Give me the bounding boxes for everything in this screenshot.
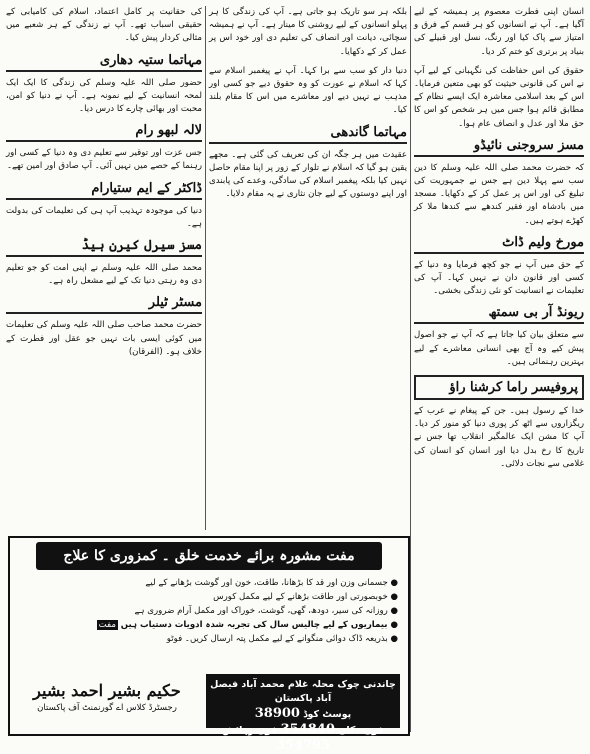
article-paragraph: عقیدت میں ہر جگہ ان کی تعریف کی گئی ہے۔ مجھے یقین ہو گیا کہ اسلام نے تلوار کے زور پر اپنا مقام حاصل نہیں کیا بلکہ پیغمبر اسلام کی سادگی، وعدے کی پابندی اور اپنے دوستوں کے لیے جان نثاری نے یہ مقام دلایا۔: [209, 149, 407, 200]
section-heading: مسٹر ٹیلر: [6, 294, 202, 314]
section-heading: مہاتما ستیہ دھاری: [6, 52, 202, 72]
phone-label: فون دکان: [338, 725, 384, 736]
section-heading: مہاتما گاندھی: [209, 124, 407, 144]
ad-line: ● بذریعہ ڈاک دوائی منگوانے کے لیے مکمل پتہ ارسال کریں۔ فوٹو: [166, 634, 398, 644]
article-paragraph: کی حقانیت پر کامل اعتماد، اسلام کی کامیابی کے حقیقی اسباب تھے۔ آپ نے زندگی کے ہر شعبے میں مثالی کردار پیش کیا۔: [6, 7, 202, 44]
postcode: 38900: [254, 706, 300, 721]
ad-line: ● جسمانی وزن اور قد کا بڑھانا، طاقت، خون اور گوشت بڑھانے کے لیے: [145, 578, 398, 588]
article-paragraph: حضرت محمد صاحب صلی اللہ علیہ وسلم کی تعلیمات میں کوئی ایسی بات نہیں جو عقل اور فطرت کے خلاف ہو۔ (الفرقان): [6, 320, 202, 357]
article-paragraph: دنیا کی موجودہ تہذیب آپ ہی کی تعلیمات کی بدولت ہے۔: [6, 205, 202, 229]
advertisement-box: [8, 536, 410, 753]
article-paragraph: دنیا دار کو سب سے برا کہا۔ آپ نے پیغمبر اسلام سے کہا کہ اسلام نے عورت کو وہ حقوق دیے جو کسی اور مذہب نے نہیں دیے اور معاشرے میں اس کا مقام بلند کیا۔: [209, 65, 407, 116]
column-left: [6, 6, 202, 365]
section-heading: ڈاکٹر کے ایم ستیارام: [6, 180, 202, 200]
clinic-address: چاندنی چوک محلہ غلام محمد آباد فیصل آباد پاکستان: [210, 679, 396, 704]
article-paragraph: بلکہ ہر سو تاریک ہو جاتی ہے۔ آپ کی زندگی کا ہر پہلو انسانوں کے لیے روشنی کا مینار ہے۔ آپ نے ہمیشہ سچائی، دیانت اور انصاف کی تعلیم دی اور خود اس پر عمل کر کے دکھایا۔: [209, 7, 407, 57]
free-badge: مفت: [98, 620, 116, 630]
article-paragraph: سے متعلق بیان کیا جاتا ہے کہ آپ نے جو اصول پیش کیے وہ آج بھی انسانی معاشرے کے لیے بہترین رہنمائی ہیں۔: [414, 330, 584, 367]
article-paragraph: کہ حضرت محمد صلی اللہ علیہ وسلم کا دین سب سے پہلا دین ہے جس نے جمہوریت کی تبلیغ کی اور اس پر عمل کر کے دکھایا۔ مسجد میں بادشاہ اور فقیر کندھے سے کندھا ملا کر کھڑے ہوتے ہیں۔: [414, 162, 584, 226]
article-paragraph: کے حق میں آپ نے جو کچھ فرمایا وہ دنیا کے کسی اور قانون دان نے نہیں کہا۔ آپ کی تعلیمات نے انسانیت کو نئی زندگی بخشی۔: [414, 259, 584, 297]
phone-line: [206, 722, 400, 754]
postcode-line: [206, 706, 400, 722]
ad-line: ● بیماریوں کے لیے چالیس سال کی تجربہ شدہ ادویات دستیاب ہیں مفت: [98, 620, 398, 630]
ad-line: ● خوبصورتی اور طاقت بڑھانے کے لیے مکمل کورس: [213, 592, 398, 602]
column-middle: [209, 6, 407, 207]
column-right: [414, 6, 584, 477]
ad-line: ● روزانہ کی سیر، دودھ، گھی، گوشت، خوراک اور مکمل آرام ضروری ہے: [134, 606, 398, 616]
article-paragraph: محمد صلی اللہ علیہ وسلم نے اپنی امت کو جو تعلیم دی وہ رہتی دنیا تک کے لیے مشعل راہ ہے۔: [6, 263, 202, 287]
section-heading: لالہ لبھو رام: [6, 122, 202, 142]
doctor-title: رجسٹرڈ کلاس اے گورنمنٹ آف پاکستان: [37, 703, 177, 713]
article-paragraph: حقوق کی اس حفاظت کی نگہبانی کے لیے آپ نے اس کی قانونی حیثیت کو بھی متعین فرمایا۔ اس کے بعد اسلامی معاشرہ ایک ایسے نظام کے مطابق قائم ہوا جس میں ہر شخص کو اس کا حق ملا اور عدل و انصاف عام ہوا۔: [414, 65, 584, 129]
phone2-label: فون رہائش: [222, 725, 278, 736]
column-divider-left: [205, 6, 206, 530]
phone-number: 354840: [280, 722, 335, 737]
column-divider-right: [410, 6, 411, 732]
ad-line-text: بیماریوں کے لیے چالیس سال کی تجربہ شدہ ادویات دستیاب ہیں: [120, 620, 388, 630]
ad-line-text: روزانہ کی سیر، دودھ، گھی، گوشت، خوراک اور مکمل آرام ضروری ہے: [134, 606, 388, 616]
ad-banner: مفت مشورہ برائے خدمت خلق ۔ کمزوری کا علاج: [36, 542, 382, 570]
ad-line-text: بذریعہ ڈاک دوائی منگوانے کے لیے مکمل پتہ ارسال کریں۔ فوٹو: [166, 634, 388, 644]
postcode-label: پوسٹ کوڈ: [303, 709, 352, 720]
doctor-signature-block: [18, 678, 196, 728]
article-paragraph: خدا کے رسول ہیں۔ جن کے پیغام نے عرب کے ریگزاروں سے اٹھ کر پوری دنیا کو منور کر دیا۔ آپ کا مشن ایک عالمگیر انقلاب تھا جس نے تاریخ کا رخ بدل دیا اور انسان کو انسان کی غلامی سے نجات دلائی۔: [414, 406, 584, 469]
ad-body: [18, 576, 398, 646]
article-paragraph: جس عزت اور توقیر سے تعلیم دی وہ دنیا کے کسی اور رہنما کے حصے میں نہیں آئی۔ آپ صادق اور امین تھے۔: [6, 148, 202, 172]
section-heading: مسز سیرل کیرن ہیڈ: [6, 237, 202, 257]
ad-line-text: جسمانی وزن اور قد کا بڑھانا، طاقت، خون اور گوشت بڑھانے کے لیے: [145, 578, 388, 588]
article-paragraph: حضور صلی اللہ علیہ وسلم کی زندگی کا ایک ایک لمحہ انسانیت کے لیے نمونہ ہے۔ آپ نے دنیا کو امن، محبت اور بھائی چارے کا درس دیا۔: [6, 77, 202, 115]
section-heading: ریونڈ آر بی سمتھ: [414, 304, 584, 324]
clinic-address-block: [206, 674, 400, 753]
doctor-name: حکیم بشیر احمد بشیر: [33, 681, 181, 700]
phone2-number: 354795: [275, 738, 331, 753]
ad-line-text: خوبصورتی اور طاقت بڑھانے کے لیے مکمل کورس: [213, 592, 388, 602]
article-paragraph: انسان اپنی فطرت معصوم پر ہمیشہ کے لیے آگیا ہے۔ آپ نے انسانوں کو ہر قسم کے فرق و امتیاز سے پاک کیا اور رنگ، نسل اور قبیلے کی بنیاد پر برتری کو ختم کر دیا۔: [414, 7, 584, 57]
section-heading: مورخ ولیم ڈاٹ: [414, 234, 584, 254]
section-heading: مسز سروجنی نائیڈو: [414, 137, 584, 157]
section-heading: پروفیسر راما کرشنا راؤ: [414, 375, 584, 400]
